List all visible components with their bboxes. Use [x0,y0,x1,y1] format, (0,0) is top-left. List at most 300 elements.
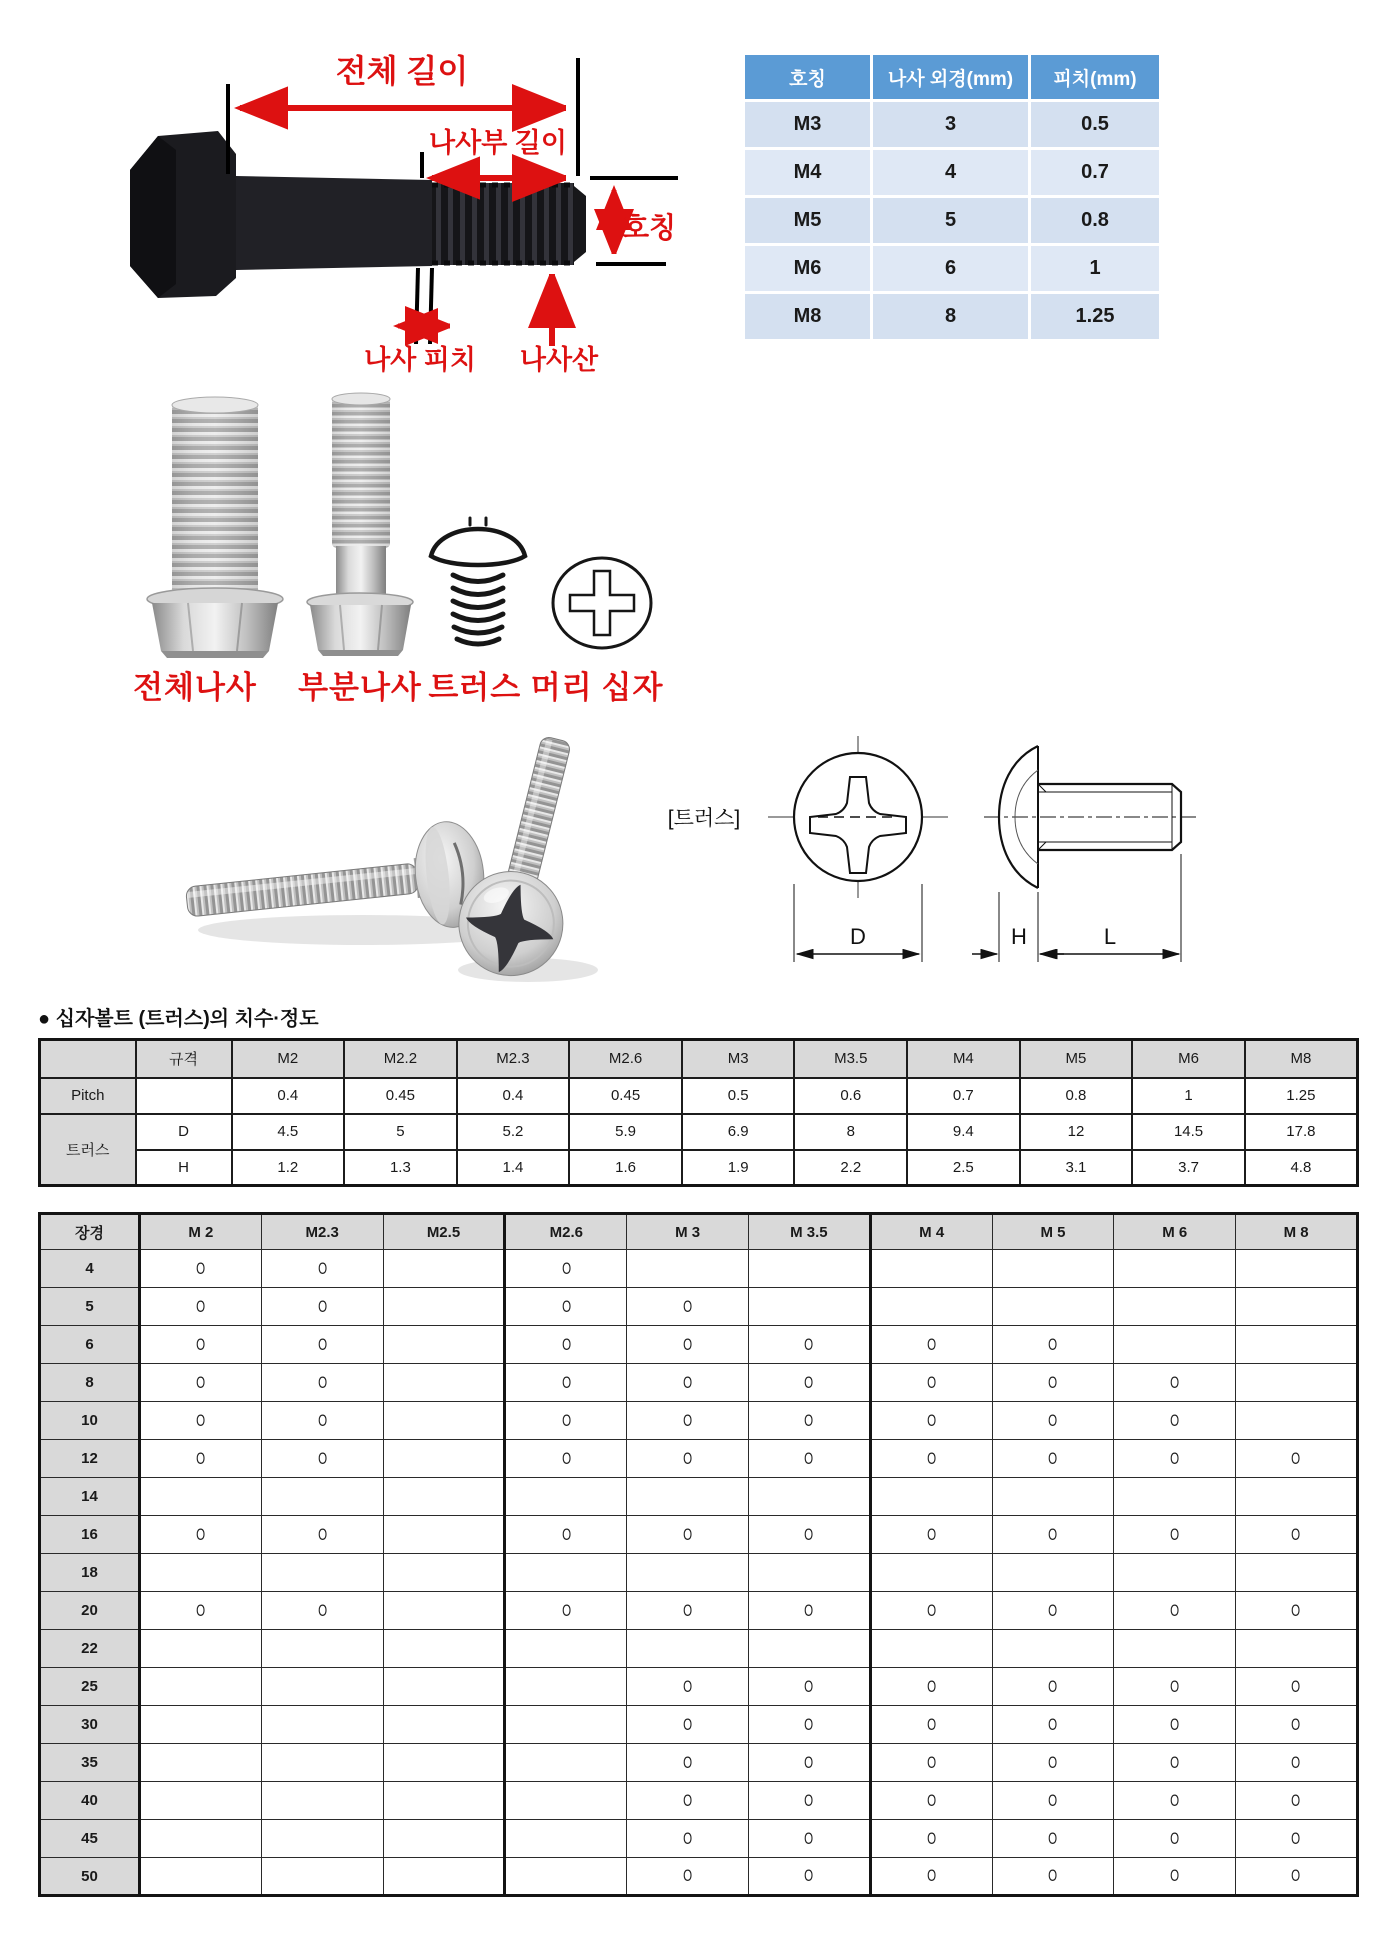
availability-mark-cell [1114,1402,1236,1440]
availability-empty-cell [383,1744,505,1782]
availability-mark: O [317,1372,327,1392]
label-full-thread: 전체나사 [133,670,257,705]
dim-value: 5.2 [457,1114,570,1150]
availability-empty-cell [505,1706,627,1744]
availability-mark-cell [140,1402,262,1440]
availability-row [40,1592,1358,1630]
availability-mark-cell [627,1668,749,1706]
dim-size-header: M2.6 [569,1040,682,1078]
availability-mark: O [1048,1790,1058,1810]
availability-mark: O [927,1828,937,1848]
availability-mark: O [927,1752,937,1772]
availability-mark-cell [1236,1516,1358,1554]
availability-mark: O [317,1600,327,1620]
avail-header: M 4 [870,1214,992,1250]
spec-cell: 8 [873,294,1028,339]
availability-mark: O [1170,1790,1180,1810]
availability-mark-cell [505,1592,627,1630]
dim-h-row [40,1150,1358,1186]
availability-empty-cell [992,1630,1114,1668]
dim-value: 4.8 [1245,1150,1358,1186]
availability-empty-cell [261,1668,383,1706]
availability-empty-cell [261,1820,383,1858]
spec-cell: 1.25 [1031,294,1159,339]
dim-value: 6.9 [682,1114,795,1150]
dim-value: 1.9 [682,1150,795,1186]
availability-empty-cell [505,1668,627,1706]
availability-mark: O [1048,1714,1058,1734]
avail-header: M 8 [1236,1214,1358,1250]
truss-head-sketch [424,512,532,654]
availability-empty-cell [140,1554,262,1592]
availability-row [40,1668,1358,1706]
availability-empty-cell [140,1858,262,1896]
availability-mark: O [1291,1790,1301,1810]
availability-mark: O [1291,1524,1301,1544]
head-bottom [161,651,269,658]
availability-mark-cell [140,1364,262,1402]
dim-value: 5 [344,1114,457,1150]
partial-thread-bolt-photo [298,388,420,660]
availability-mark-cell [140,1288,262,1326]
availability-mark: O [1170,1372,1180,1392]
availability-mark: O [1291,1752,1301,1772]
availability-empty-cell [140,1744,262,1782]
rod-top [332,393,390,405]
length-value: 22 [40,1630,140,1668]
label-partial-thread: 부분나사 [298,670,422,705]
availability-empty-cell [140,1478,262,1516]
availability-table-body [40,1214,1358,1896]
dim-value: 0.7 [907,1078,1020,1114]
availability-mark: O [927,1372,937,1392]
availability-mark-cell [505,1364,627,1402]
availability-mark: O [561,1600,571,1620]
availability-empty-cell [1236,1554,1358,1592]
availability-mark: O [804,1676,814,1696]
availability-mark: O [317,1296,327,1316]
availability-mark: O [561,1448,571,1468]
availability-mark-cell [1114,1744,1236,1782]
availability-mark: O [1048,1600,1058,1620]
availability-mark: O [1170,1676,1180,1696]
availability-mark-cell [870,1364,992,1402]
availability-mark: O [927,1714,937,1734]
availability-mark: O [196,1524,206,1544]
head-bottom [318,650,403,656]
availability-empty-cell [383,1478,505,1516]
availability-mark-cell [627,1326,749,1364]
availability-mark-cell [140,1440,262,1478]
availability-mark: O [196,1334,206,1354]
dim-pitch-row [40,1078,1358,1114]
availability-mark-cell [1114,1706,1236,1744]
availability-mark: O [683,1752,693,1772]
dim-value: 1 [1132,1078,1245,1114]
availability-empty-cell [505,1630,627,1668]
availability-mark-cell [1114,1782,1236,1820]
availability-empty-cell [140,1782,262,1820]
availability-mark: O [1170,1448,1180,1468]
availability-row [40,1554,1358,1592]
dim-corner-cell [40,1040,136,1078]
availability-mark: O [804,1334,814,1354]
availability-empty-cell [383,1516,505,1554]
availability-empty-cell [1236,1364,1358,1402]
spec-cell: M5 [745,198,870,243]
dim-value: 3.7 [1132,1150,1245,1186]
availability-empty-cell [505,1820,627,1858]
availability-mark-cell [505,1402,627,1440]
availability-mark: O [1170,1866,1180,1885]
avail-header: M 3 [627,1214,749,1250]
availability-table [38,1212,1359,1897]
bolt-head-facet [130,136,176,298]
dim-value: 5.9 [569,1114,682,1150]
availability-mark-cell [1236,1592,1358,1630]
availability-empty-cell [1236,1326,1358,1364]
availability-mark-cell [992,1706,1114,1744]
availability-mark-cell [627,1288,749,1326]
availability-mark-cell [1236,1744,1358,1782]
availability-mark: O [1291,1448,1301,1468]
availability-empty-cell [870,1630,992,1668]
availability-mark-cell [1114,1858,1236,1896]
availability-mark-cell [870,1440,992,1478]
availability-mark: O [927,1866,937,1885]
spec-header-nominal: 호칭 [745,55,870,99]
hex-head [310,605,411,650]
dim-value: 0.45 [344,1078,457,1114]
availability-mark: O [317,1410,327,1430]
availability-mark: O [1048,1676,1058,1696]
availability-mark: O [804,1600,814,1620]
dim-d-row [40,1114,1358,1150]
availability-empty-cell [870,1478,992,1516]
dim-value: 1.3 [344,1150,457,1186]
availability-empty-cell [383,1706,505,1744]
availability-mark-cell [627,1744,749,1782]
availability-mark-cell [261,1440,383,1478]
availability-row [40,1744,1358,1782]
availability-mark: O [1048,1334,1058,1354]
availability-mark-cell [261,1364,383,1402]
availability-empty-cell [383,1592,505,1630]
availability-mark: O [804,1714,814,1734]
avail-header: M 5 [992,1214,1114,1250]
availability-mark: O [927,1410,937,1430]
availability-mark-cell [992,1440,1114,1478]
availability-mark-cell [992,1858,1114,1896]
bolt-shank [236,176,432,270]
availability-mark-cell [505,1516,627,1554]
availability-empty-cell [992,1478,1114,1516]
availability-mark-cell [261,1402,383,1440]
length-value: 8 [40,1364,140,1402]
availability-mark: O [196,1410,206,1430]
availability-mark-cell [261,1288,383,1326]
availability-mark-cell [992,1782,1114,1820]
availability-empty-cell [261,1554,383,1592]
availability-mark: O [561,1410,571,1430]
availability-mark-cell [1114,1440,1236,1478]
availability-header-row [40,1214,1358,1250]
availability-mark-cell [1114,1820,1236,1858]
truss-screws-photo [148,732,640,994]
availability-mark-cell [748,1402,870,1440]
availability-mark: O [561,1334,571,1354]
availability-mark-cell [1236,1858,1358,1896]
dim-size-header: M3.5 [794,1040,907,1078]
availability-empty-cell [748,1250,870,1288]
availability-row [40,1440,1358,1478]
availability-row [40,1250,1358,1288]
dim-value: 14.5 [1132,1114,1245,1150]
availability-mark: O [1048,1372,1058,1392]
label-truss-head: 트러스 머리 [428,670,593,705]
availability-mark-cell [748,1516,870,1554]
availability-empty-cell [627,1554,749,1592]
length-value: 12 [40,1440,140,1478]
availability-mark: O [1048,1752,1058,1772]
availability-empty-cell [1236,1630,1358,1668]
availability-mark: O [1048,1524,1058,1544]
crest-label: 나사산 [519,345,599,373]
availability-mark: O [317,1524,327,1544]
availability-mark-cell [992,1402,1114,1440]
availability-row [40,1364,1358,1402]
availability-mark-cell [992,1364,1114,1402]
availability-empty-cell [383,1858,505,1896]
length-value: 10 [40,1402,140,1440]
availability-mark-cell [140,1592,262,1630]
dim-value: 12 [1020,1114,1133,1150]
availability-empty-cell [1114,1288,1236,1326]
avail-header: M 3.5 [748,1214,870,1250]
dim-value: 0.45 [569,1078,682,1114]
availability-mark-cell [748,1364,870,1402]
dim-value: 0.6 [794,1078,907,1114]
pitch-tick [430,268,432,344]
availability-empty-cell [1236,1288,1358,1326]
availability-mark-cell [870,1820,992,1858]
availability-mark: O [683,1676,693,1696]
availability-row [40,1782,1358,1820]
availability-mark: O [1291,1600,1301,1620]
dim-pitch-label: Pitch [40,1078,136,1114]
dim-truss-label: 트러스 [40,1114,136,1186]
availability-mark-cell [505,1326,627,1364]
availability-empty-cell [383,1782,505,1820]
bolt-threads [432,183,574,265]
availability-empty-cell [627,1630,749,1668]
availability-empty-cell [383,1820,505,1858]
spec-cell: 0.8 [1031,198,1159,243]
availability-row [40,1326,1358,1364]
availability-mark: O [1291,1828,1301,1848]
coil [454,627,502,633]
spec-row [745,294,1159,339]
availability-mark: O [1048,1828,1058,1848]
availability-mark-cell [748,1326,870,1364]
availability-mark-cell [992,1516,1114,1554]
length-value: 25 [40,1668,140,1706]
availability-empty-cell [627,1478,749,1516]
coil [453,614,503,621]
availability-mark: O [561,1258,571,1278]
avail-header: M2.3 [261,1214,383,1250]
length-value: 18 [40,1554,140,1592]
availability-mark-cell [140,1250,262,1288]
availability-row [40,1402,1358,1440]
spec-cell: M4 [745,150,870,195]
availability-empty-cell [748,1630,870,1668]
avail-header: M2.5 [383,1214,505,1250]
availability-mark: O [683,1828,693,1848]
availability-mark: O [683,1334,693,1354]
availability-mark: O [804,1866,814,1885]
availability-mark-cell [1114,1364,1236,1402]
dim-size-header: M3 [682,1040,795,1078]
availability-row [40,1858,1358,1896]
availability-mark: O [561,1296,571,1316]
availability-mark: O [1170,1828,1180,1848]
dim-value: 1.25 [1245,1078,1358,1114]
availability-mark-cell [748,1440,870,1478]
availability-row [40,1820,1358,1858]
availability-empty-cell [140,1630,262,1668]
availability-empty-cell [1236,1478,1358,1516]
availability-mark: O [927,1790,937,1810]
availability-empty-cell [505,1478,627,1516]
availability-empty-cell [383,1364,505,1402]
availability-mark: O [317,1334,327,1354]
availability-empty-cell [383,1288,505,1326]
dim-value: 0.4 [232,1078,345,1114]
availability-mark-cell [1236,1440,1358,1478]
hex-bolt-annotated-photo [100,28,685,373]
availability-empty-cell [870,1288,992,1326]
length-value: 35 [40,1744,140,1782]
availability-mark-cell [992,1592,1114,1630]
coil [453,588,503,595]
availability-mark: O [927,1600,937,1620]
spec-cell: 4 [873,150,1028,195]
spec-cell: 0.7 [1031,150,1159,195]
dim-size-header: M6 [1132,1040,1245,1078]
availability-mark: O [1048,1448,1058,1468]
availability-mark: O [196,1372,206,1392]
full-thread-bolt-photo [140,392,288,660]
availability-mark: O [196,1448,206,1468]
availability-mark: O [1170,1524,1180,1544]
dim-header-row [40,1040,1358,1078]
spec-row [745,198,1159,243]
availability-mark-cell [1236,1820,1358,1858]
availability-mark-cell [748,1706,870,1744]
truss-technical-drawing [640,722,1200,994]
availability-mark: O [196,1296,206,1316]
availability-mark-cell [870,1668,992,1706]
spec-row [745,102,1159,147]
pitch-tick [416,268,418,344]
availability-empty-cell [383,1668,505,1706]
availability-empty-cell [870,1250,992,1288]
length-value: 50 [40,1858,140,1896]
dim-size-header: M4 [907,1040,1020,1078]
availability-mark: O [683,1790,693,1810]
availability-empty-cell [992,1554,1114,1592]
pitch-label: 나사 피치 [364,345,476,373]
availability-empty-cell [505,1858,627,1896]
availability-mark: O [683,1372,693,1392]
availability-mark-cell [870,1744,992,1782]
length-value: 14 [40,1478,140,1516]
availability-empty-cell [261,1706,383,1744]
availability-mark-cell [1114,1516,1236,1554]
availability-empty-cell [140,1668,262,1706]
spec-cell: 3 [873,102,1028,147]
availability-mark: O [804,1790,814,1810]
availability-empty-cell [505,1782,627,1820]
availability-mark: O [804,1524,814,1544]
availability-mark: O [561,1524,571,1544]
availability-empty-cell [870,1554,992,1592]
availability-mark: O [804,1410,814,1430]
availability-mark: O [804,1372,814,1392]
availability-mark-cell [870,1592,992,1630]
dim-size-header: M2.2 [344,1040,457,1078]
dim-size-header: M8 [1245,1040,1358,1078]
availability-mark: O [1048,1866,1058,1885]
dim-value: 1.6 [569,1150,682,1186]
rod-smooth [336,546,386,598]
dim-value: 2.2 [794,1150,907,1186]
availability-mark: O [1170,1752,1180,1772]
length-value: 4 [40,1250,140,1288]
availability-row [40,1288,1358,1326]
availability-mark-cell [748,1820,870,1858]
availability-mark-cell [870,1516,992,1554]
availability-empty-cell [1114,1250,1236,1288]
dim-d-label: D [136,1114,232,1150]
availability-empty-cell [748,1554,870,1592]
dim-value: 4.5 [232,1114,345,1150]
availability-row [40,1478,1358,1516]
spec-row [745,150,1159,195]
availability-mark-cell [870,1706,992,1744]
availability-empty-cell [505,1554,627,1592]
availability-empty-cell [383,1250,505,1288]
availability-mark-cell [1236,1706,1358,1744]
availability-mark: O [1170,1600,1180,1620]
spec-cell: 1 [1031,246,1159,291]
availability-mark-cell [627,1592,749,1630]
spec-header-pitch: 피치(mm) [1031,55,1159,99]
length-value: 30 [40,1706,140,1744]
length-value: 16 [40,1516,140,1554]
availability-mark-cell [1114,1668,1236,1706]
length-value: 6 [40,1326,140,1364]
section-title: ● 십자볼트 (트러스)의 치수·정도 [38,1008,319,1030]
availability-mark: O [317,1448,327,1468]
availability-empty-cell [140,1820,262,1858]
dim-value: 0.4 [457,1078,570,1114]
availability-empty-cell [383,1402,505,1440]
availability-empty-cell [1114,1478,1236,1516]
spec-cell: M3 [745,102,870,147]
availability-mark-cell [992,1820,1114,1858]
